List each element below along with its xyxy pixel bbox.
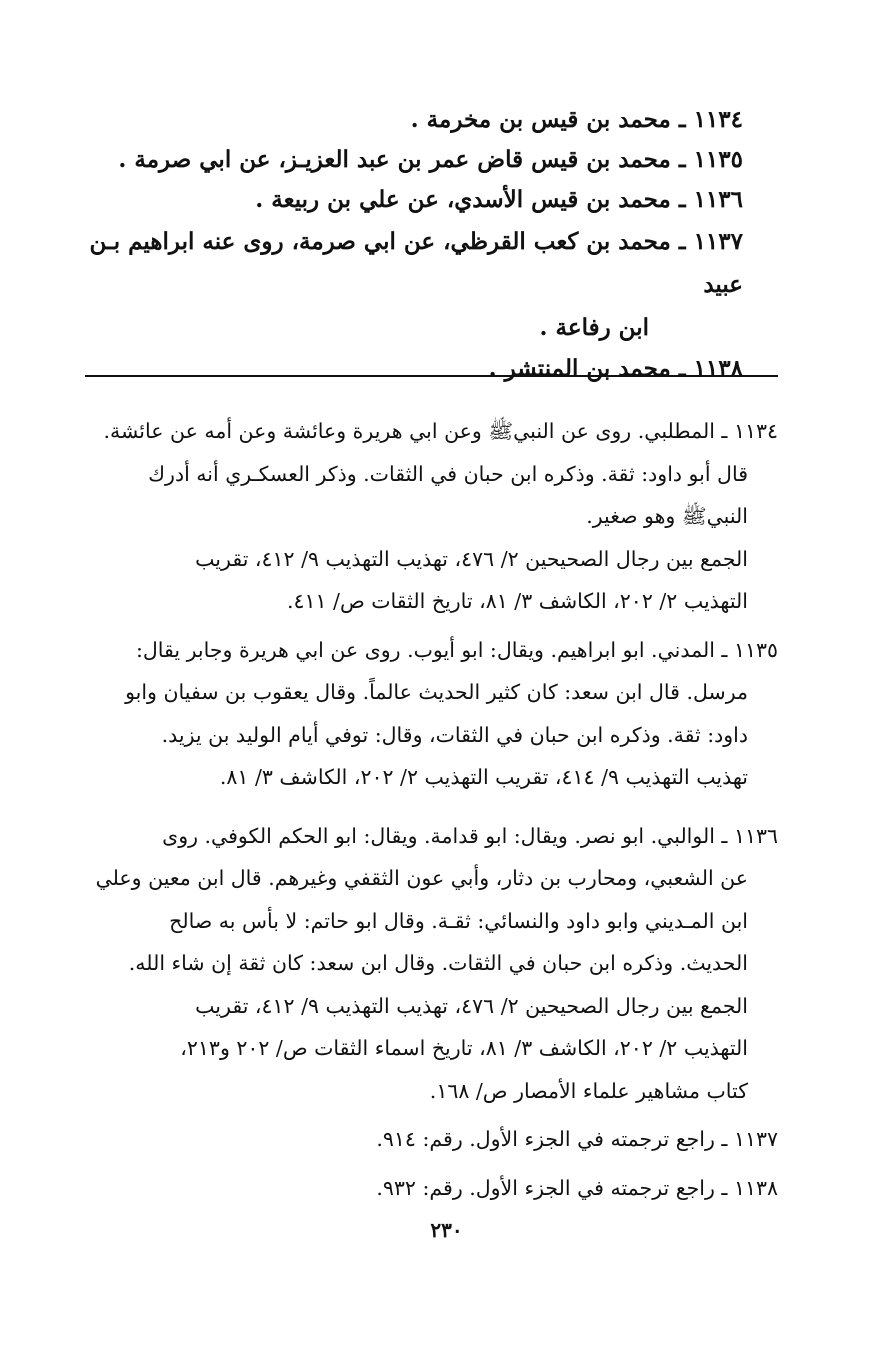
footnote-line: النبيﷺ وهو صغير. bbox=[586, 504, 748, 528]
footnote-head: ١١٣٦ ـ الوالبي. ابو نصر. ويقال: ابو قدامة. ويقال: ابو الحكم الكوفي. روى bbox=[162, 823, 778, 848]
footnote-line: ابن المـديني وابو داود والنسائي: ثقـة. وقال ابو حاتم: لا بأس به صالح bbox=[169, 908, 748, 933]
footnote-1134 bbox=[85, 410, 778, 623]
footnote-head: ١١٣٥ ـ المدني. ابو ابراهيم. ويقال: ابو أيوب. روى عن ابي هريرة وجابر يقال: bbox=[135, 637, 778, 662]
entry-text: ١١٣٥ ـ محمد بن قيس قاض عمر بن عبد العزيـز، عن ابي صرمة . bbox=[118, 146, 743, 173]
footnotes bbox=[85, 410, 778, 1215]
footnote-head: ١١٣٨ ـ راجع ترجمته في الجزء الأول. رقم: ٩٣٢. bbox=[376, 1175, 778, 1200]
footnote-line: الحديث. وذكره ابن حبان في الثقات. وقال ابن سعد: كان ثقة إن شاء الله. bbox=[128, 951, 748, 975]
footnote-1138 bbox=[85, 1167, 778, 1210]
entry-text: ١١٣٤ ـ محمد بن قيس بن مخرمة . bbox=[410, 106, 743, 133]
footnote-line: كتاب مشاهير علماء الأمصار ص/ ١٦٨. bbox=[429, 1078, 748, 1103]
footnote-line: مرسل. قال ابن سعد: كان كثير الحديث عالماً. وقال يعقوب بن سفيان وابو bbox=[125, 680, 748, 704]
footnote-line: عن الشعبي، ومحارب بن دثار، وأبي عون الثقفي وغيرهم. قال ابن معين وعلي bbox=[95, 866, 748, 890]
footnote-line: التهذيب ٢/ ٢٠٢، الكاشف ٣/ ٨١، تاريخ اسماء الثقات ص/ ٢٠٢ و٢١٣، bbox=[180, 1036, 748, 1060]
footnote-line: تهذيب التهذيب ٩/ ٤١٤، تقريب التهذيب ٢/ ٢٠٢، الكاشف ٣/ ٨١. bbox=[219, 765, 748, 789]
entry-continuation: ابن رفاعة . bbox=[539, 314, 649, 341]
footnote-head: ١١٣٤ ـ المطلبي. روى عن النبيﷺ وعن ابي هريرة وعائشة وعن أمه عن عائشة. bbox=[103, 419, 778, 443]
list-item-1134 bbox=[70, 100, 743, 140]
footnote-line: داود: ثقة. وذكره ابن حبان في الثقات، وقال: توفي أيام الوليد بن يزيد. bbox=[161, 722, 748, 747]
footnote-line: الجمع بين رجال الصحيحين ٢/ ٤٧٦، تهذيب التهذيب ٩/ ٤١٢، تقريب bbox=[195, 993, 748, 1018]
footnote-1135 bbox=[85, 629, 778, 799]
list-item-1135 bbox=[70, 140, 743, 180]
entry-text: ١١٣٨ ـ محمد بن المنتشر . bbox=[488, 355, 743, 382]
footnote-line: الجمع بين رجال الصحيحين ٢/ ٤٧٦، تهذيب التهذيب ٩/ ٤١٢، تقريب bbox=[195, 546, 748, 571]
footnote-divider bbox=[85, 375, 778, 377]
list-item-1138 bbox=[70, 349, 743, 389]
footnote-line: التهذيب ٢/ ٢٠٢، الكاشف ٣/ ٨١، تاريخ الثقات ص/ ٤١١. bbox=[286, 589, 748, 613]
list-item-1137 bbox=[70, 220, 743, 349]
footnote-1136 bbox=[85, 815, 778, 1113]
entry-text: ١١٣٦ ـ محمد بن قيس الأسدي، عن علي بن ربيعة . bbox=[255, 186, 743, 213]
narrator-list bbox=[70, 100, 743, 389]
list-item-1136 bbox=[70, 180, 743, 220]
footnote-1137 bbox=[85, 1118, 778, 1161]
entry-text: ١١٣٧ ـ محمد بن كعب القرظي، عن ابي صرمة، روى عنه ابراهيم بـن عبيد bbox=[89, 228, 743, 298]
footnote-head: ١١٣٧ ـ راجع ترجمته في الجزء الأول. رقم: ٩١٤. bbox=[376, 1127, 778, 1151]
footnote-line: قال أبو داود: ثقة. وذكره ابن حبان في الثقات. وذكر العسكـري أنه أدرك bbox=[148, 461, 748, 486]
page-number: ٢٣٠ bbox=[430, 1218, 463, 1242]
